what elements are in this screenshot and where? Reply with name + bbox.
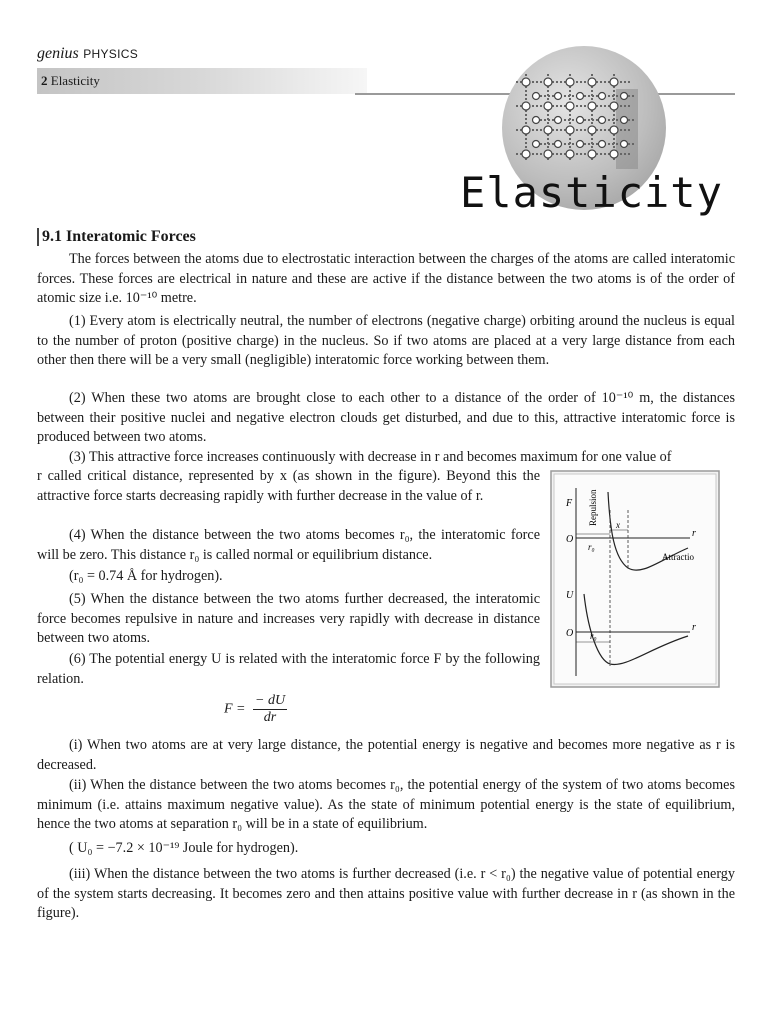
r0-bottom-label: r₀: [590, 631, 597, 641]
x-label: x: [616, 520, 620, 530]
header-brand: [37, 45, 138, 63]
f-axis-label: F: [566, 498, 573, 509]
brand-genius: genius: [37, 45, 79, 62]
formula-lhs: F =: [224, 701, 246, 717]
repulsion-label: Repulsion: [588, 489, 598, 526]
brand-physics: PHYSICS: [83, 47, 139, 61]
paragraph-3a: (3) This attractive force increases continuously with decrease in r and becomes maximum for one value of: [69, 449, 672, 465]
potential-energy-value: ( U₀ = −7.2 × 10⁻¹⁹ Joule for hydrogen).: [69, 840, 299, 856]
paragraph-1: (1) Every atom is electrically neutral, the number of electrons (negative charge) orbiting around the nucleus is equal to the number of proton (positive charge) in the nucleus. So if two atoms are placed at a very large distance from each other then there will be a very small (negligible) interatomic force working between them.: [37, 313, 735, 368]
section-heading: 9.1 Interatomic Forces: [37, 228, 196, 246]
chapter-number: 2: [41, 73, 48, 88]
chapter-label: [41, 73, 100, 89]
origin-bottom-label: O: [566, 628, 574, 639]
r-top-label: r: [692, 528, 696, 539]
r0-top-label: r₀: [588, 542, 595, 552]
paragraph-iii: (iii) When the distance between the two atoms is further decreased (i.e. r < r₀) the negative value of potential energy of the system starts decreasing. It becomes zero and then attains positive value with further decrease in r (as shown in the figure).: [37, 866, 735, 921]
formula-numerator: − dU: [255, 693, 286, 708]
origin-top-label: O: [566, 534, 574, 545]
paragraph-3b: r called critical distance, represented by x (as shown in the figure). Beyond this the attractive force starts decreasing rapidly with further decrease in the value of r.: [37, 468, 540, 504]
paragraph-4: (4) When the distance between the two atoms becomes r₀, the interatomic force will be zero. This distance r₀ is called normal or equilibrium distance.: [37, 527, 540, 563]
paragraph-5: (5) When the distance between the two atoms further decreased, the interatomic force becomes repulsive in nature and increases very rapidly with decrease in distance between two atoms.: [37, 591, 540, 646]
paragraph-6: (6) The potential energy U is related with the interatomic force F by the following relation.: [37, 651, 540, 687]
formula-denominator: dr: [263, 710, 277, 725]
page-title: Elasticity: [460, 168, 723, 217]
attraction-label: Attractio: [662, 552, 694, 562]
force-energy-figure: [550, 470, 720, 688]
chapter-bar: [37, 68, 367, 94]
paragraph-i: (i) When two atoms are at very large distance, the potential energy is negative and becomes more negative as r is decreased.: [37, 737, 735, 773]
formula-force: [224, 693, 287, 726]
paragraph-4b: (r₀ = 0.74 Å for hydrogen).: [69, 568, 223, 584]
paragraph-2: (2) When these two atoms are brought close to each other to a distance of the order of 10⁻¹⁰ m, the distances between their positive nuclei and negative electron clouds get disturbed, and due to this, attractive interatomic force is produced between two atoms.: [37, 390, 735, 445]
formula-fraction: [253, 693, 287, 726]
u-axis-label: U: [566, 590, 574, 601]
paragraph-ii: (ii) When the distance between the two atoms becomes r₀, the potential energy of the system of two atoms becomes minimum (i.e. attains maximum negative value). As the state of minimum potential energy is the state of equilibrium, hence the two atoms at separation r₀ will be in a state of equilibrium.: [37, 777, 735, 832]
paragraph-intro: The forces between the atoms due to electrostatic interaction between the charges of the atoms are called interatomic forces. These forces are electrical in nature and these are active if the distance between the two atoms is of the order of atomic size i.e. 10⁻¹⁰ metre.: [37, 251, 735, 306]
r-bottom-label: r: [692, 622, 696, 633]
chapter-name: Elasticity: [50, 73, 100, 88]
